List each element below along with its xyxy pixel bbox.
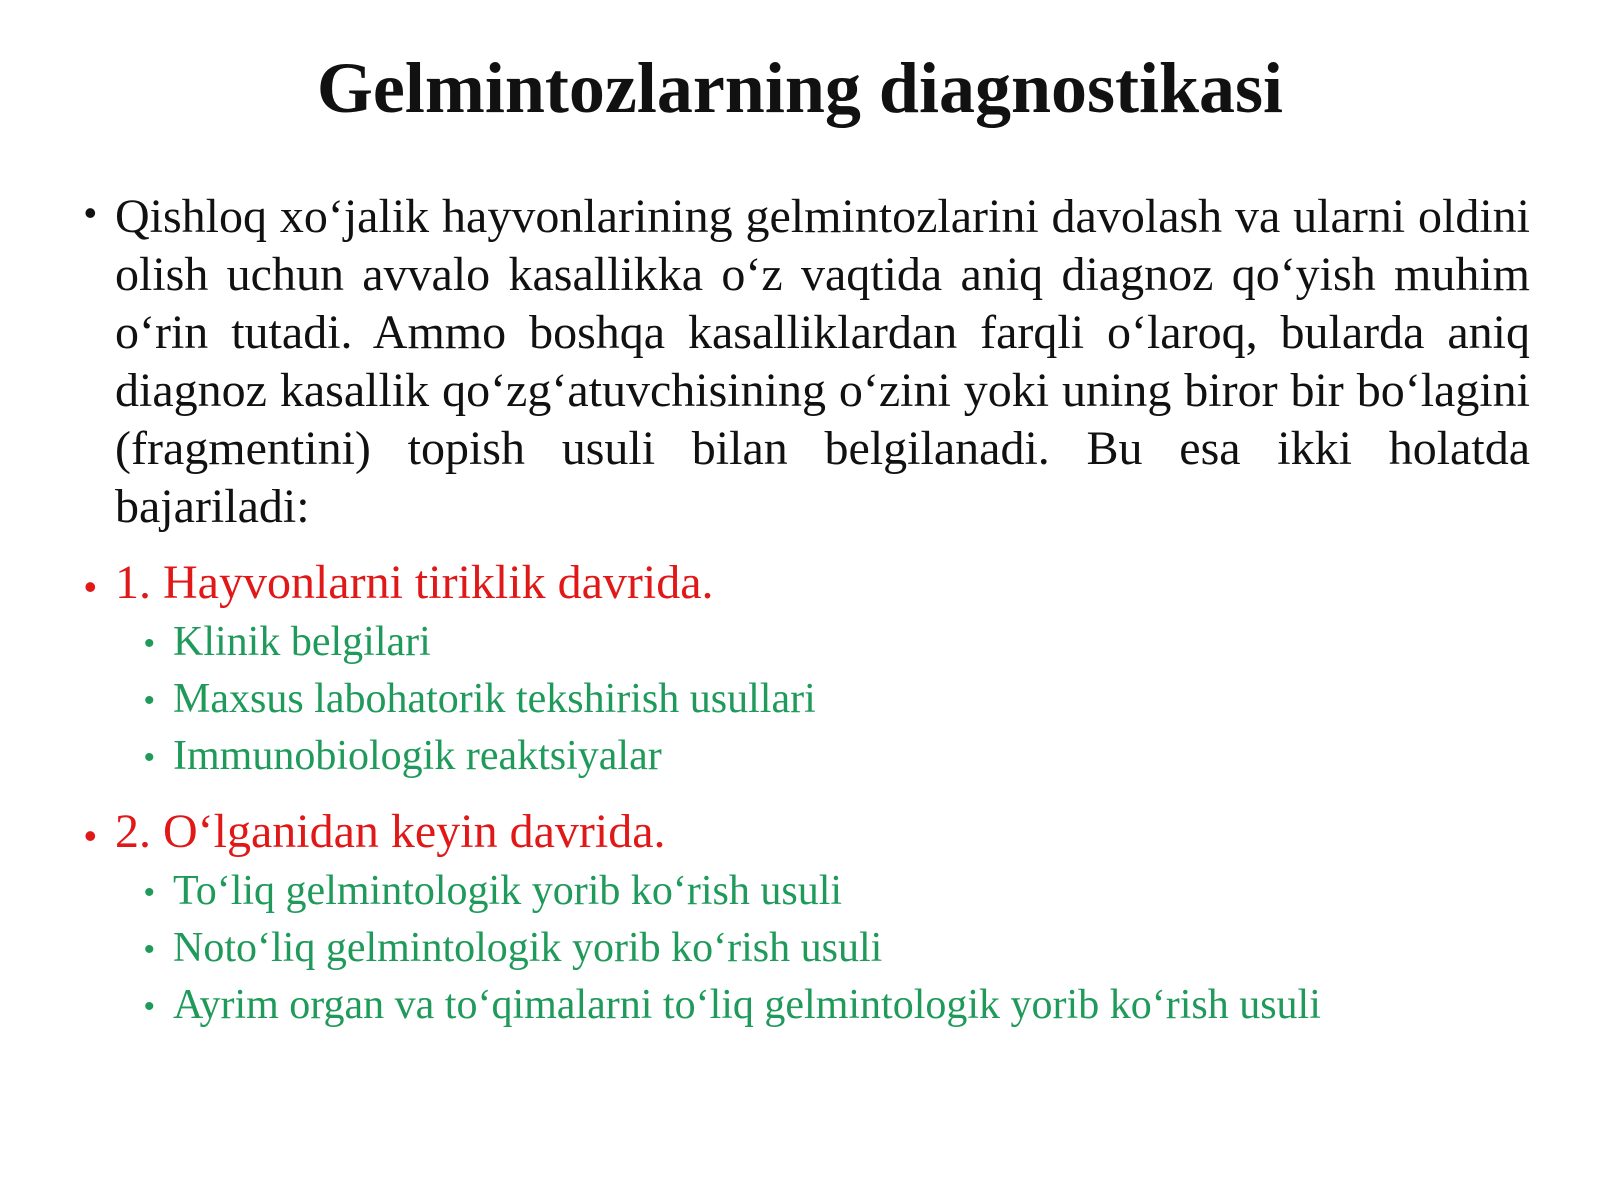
- bullet-icon: •: [84, 192, 97, 233]
- intro-paragraph: Qishloq xo‘jalik hayvonlarining gelmintozlarini davolash va ularni oldini olish uchun avvalo kasallikka o‘z vaqtida aniq diagnoz qo‘yish muhim o‘rin tutadi. Ammo boshqa kasalliklardan farqli o‘laroq, bularda aniq diagnoz kasallik qo‘zg‘atuvchisining o‘zini yoki uning biror bir bo‘lagini (fragmentini) topish usuli bilan belgilanadi. Bu esa ikki holatda bajariladi:: [115, 190, 1530, 533]
- list-item-text: Maxsus labohatorik tekshirish usullari: [173, 676, 816, 722]
- bullet-icon: •: [144, 933, 155, 966]
- bullet-icon: •: [84, 815, 97, 856]
- section-2-list: [144, 863, 1530, 1034]
- slide-content: [84, 188, 1530, 1038]
- bullet-icon: •: [144, 627, 155, 660]
- list-item: [144, 863, 1530, 920]
- list-item-text: Klinik belgilari: [173, 619, 431, 665]
- section-heading-text: 1. Hayvonlarni tiriklik davrida.: [115, 556, 714, 609]
- list-item-text: Noto‘liq gelmintologik yorib ko‘rish usuli: [173, 925, 883, 971]
- section-heading-text: 2. O‘lganidan keyin davrida.: [115, 805, 666, 858]
- list-item: [144, 920, 1530, 977]
- bullet-icon: •: [144, 876, 155, 909]
- bullet-icon: •: [144, 990, 155, 1023]
- list-item: [144, 977, 1530, 1034]
- list-item-text: Immunobiologik reaktsiyalar: [173, 733, 662, 779]
- section-heading-1: [84, 554, 1530, 612]
- list-item-text: Ayrim organ va to‘qimalarni to‘liq gelmintologik yorib ko‘rish usuli: [173, 982, 1321, 1028]
- list-item-text: To‘liq gelmintologik yorib ko‘rish usuli: [173, 868, 843, 914]
- intro-item: [84, 188, 1530, 536]
- section-heading-2: [84, 803, 1530, 861]
- list-item: [144, 671, 1530, 728]
- bullet-icon: •: [144, 684, 155, 717]
- slide-title: Gelmintozlarning diagnostikasi: [316, 48, 1284, 128]
- bullet-icon: •: [84, 566, 97, 607]
- bullet-icon: •: [144, 741, 155, 774]
- section-1-list: [144, 614, 1530, 785]
- list-item: [144, 614, 1530, 671]
- list-item: [144, 728, 1530, 785]
